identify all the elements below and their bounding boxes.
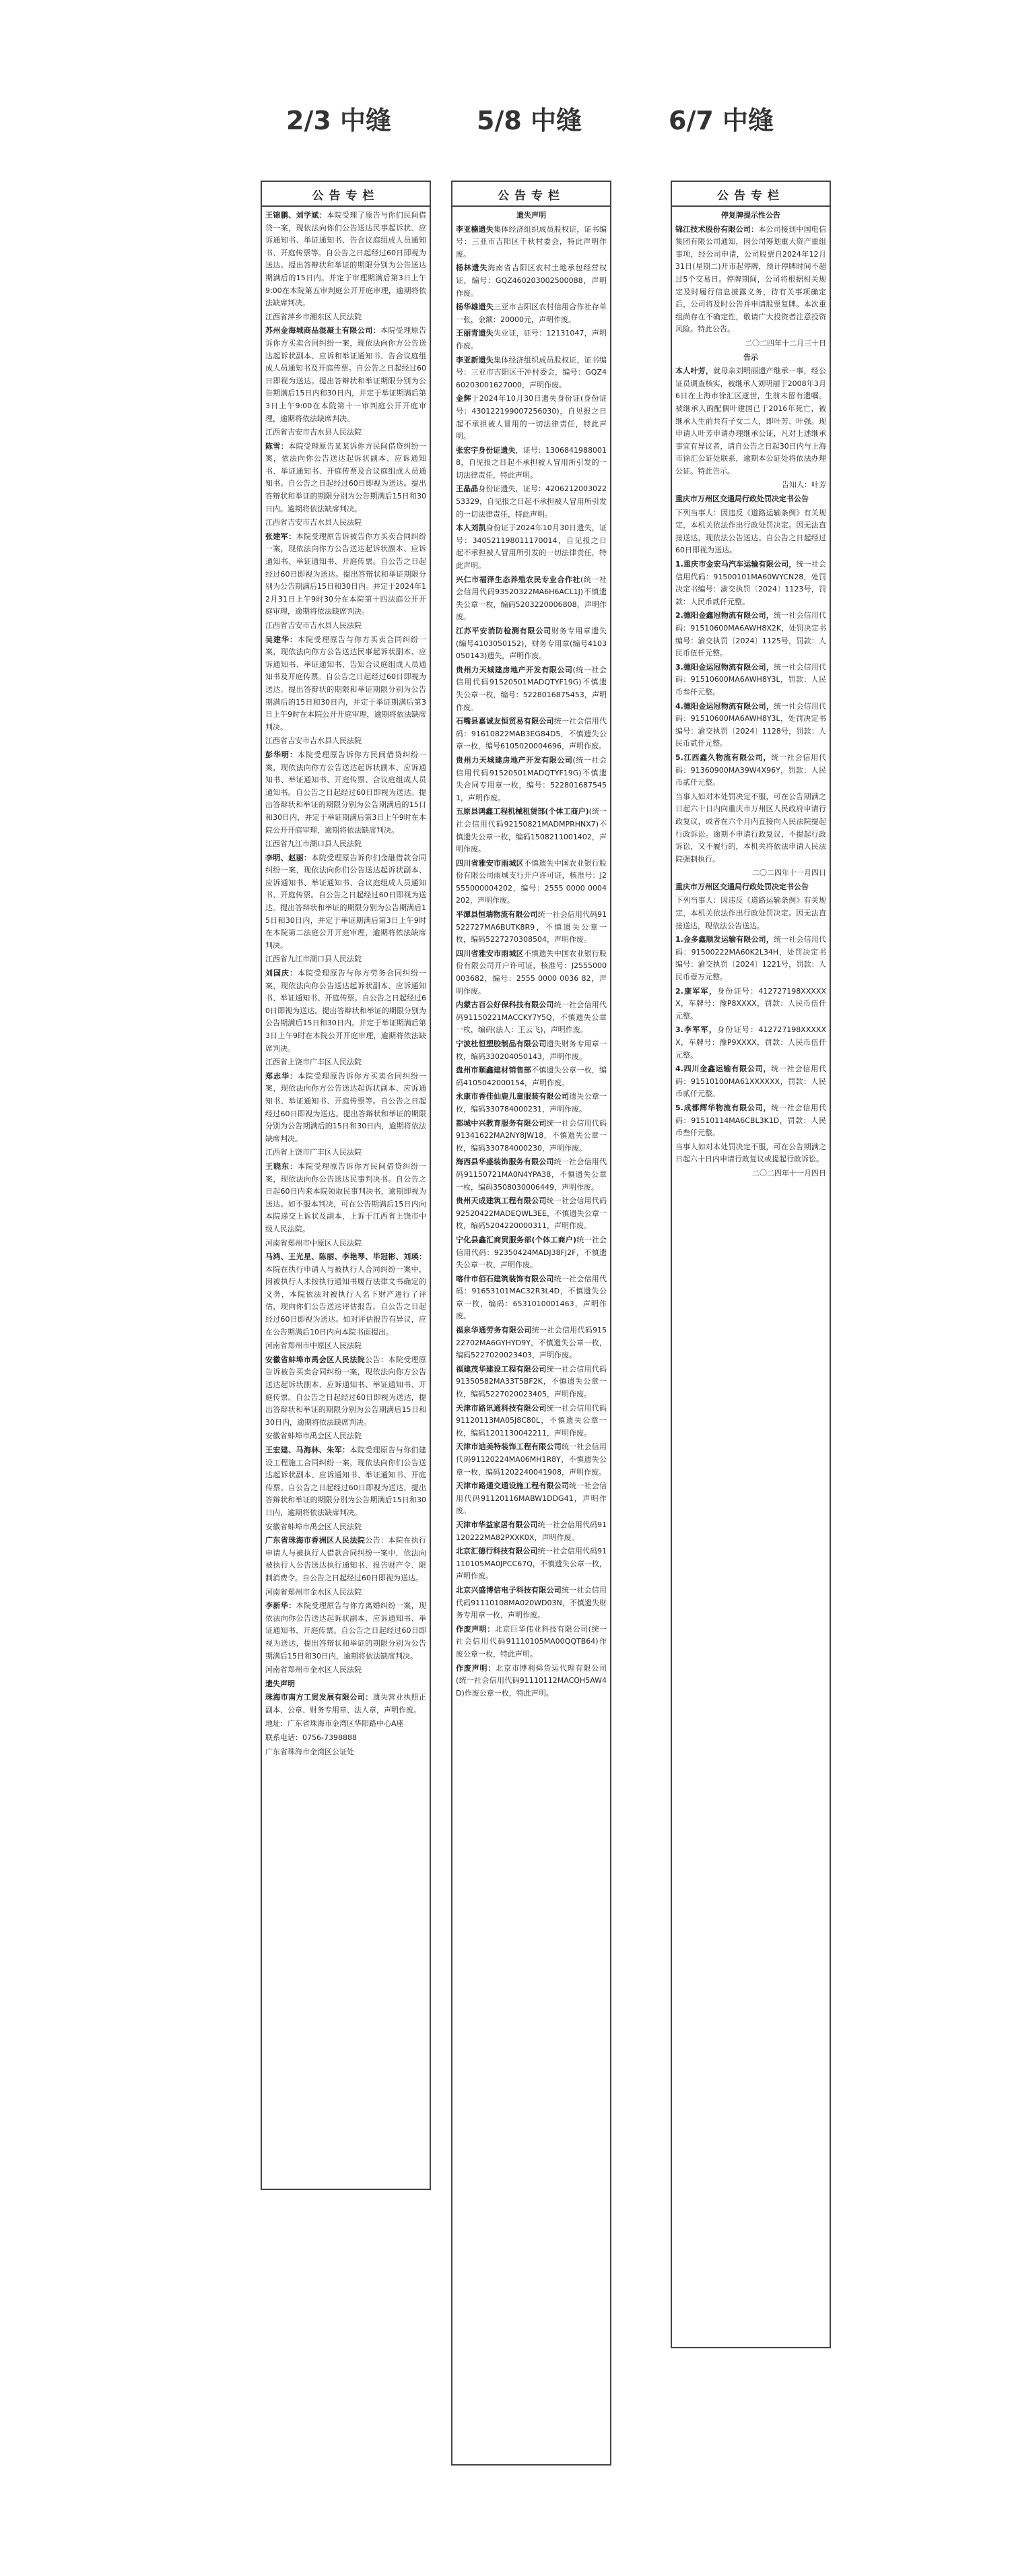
notice-text: 财务专用章遗失(编号4103050152)，财务专用章(编号4103050143)遗失，声明作废。 — [456, 626, 607, 661]
notice-heading: 江苏平安消防检测有限公司 — [456, 626, 551, 635]
notice-text: 江西省上饶市广丰区人民法院 — [265, 1058, 362, 1067]
notice-text: 二〇二四年十一月四日 — [752, 1168, 826, 1178]
notice-text: (统一社会信用代码91520501MADQTYF19G)不慎遗失公章一枚，编号：5228016875453，声明作废。 — [456, 665, 607, 712]
notice-text: 二〇二四年十一月四日 — [752, 868, 826, 878]
notice-text: 统一社会信用代码：91510600MA6AWH8Y3L，罚款：人民币叁仟元整。 — [675, 662, 826, 697]
notice-text: 统一社会信用代码：91510100MA61XXXXXX，罚款：人民币贰仟元整。 — [675, 1064, 826, 1099]
notice-paragraph — [456, 1324, 607, 1362]
notice-text: 统一社会信用代码：91510114MA6CBL3K1D，罚款：人民币叁仟元整。 — [675, 1103, 826, 1138]
notice-paragraph — [456, 393, 607, 443]
notice-text: 遗失财务专用章一枚，编码330204050143，声明作废。 — [456, 1039, 607, 1061]
notice-text: 江西省吉安市吉水县人民法院 — [265, 518, 362, 527]
notice-paragraph — [675, 1024, 826, 1062]
notice-text: 本院受理原告与你方离婚纠纷一案，现依法向你公告送达起诉状副本、应诉通知书、举证通知书、开庭传票。自公告之日起经过60日即视为送达，提出答辩状和举证的期限分别为公告期满后15日和30日内，逾期将依法缺席判决。 — [265, 1601, 427, 1661]
notice-text: 身份证号：412727198XXXXXX，车牌号：豫P9XXXX，罚款：人民币伍仟元整。 — [675, 1025, 826, 1060]
notice-paragraph — [456, 354, 607, 392]
notice-paragraph — [456, 262, 607, 300]
column-title-middle: 5/8 中缝 — [477, 106, 582, 135]
notice-paragraph — [456, 1064, 607, 1089]
notice-text: 北京市博利舜货运代理有限公司(统一社会信用代码91110112MACQH5AW4D)作废公章一枚，特此声明。 — [456, 1663, 607, 1698]
notice-paragraph — [265, 1251, 426, 1339]
notice-text: 河南省郑州市金水区人民法院 — [265, 1587, 362, 1597]
notice-text: 统一社会信用代码91110105MA0JPCC67Q，不慎遗失公章一枚，声明作废。 — [456, 1547, 607, 1581]
notice-paragraph — [675, 365, 826, 478]
notice-paragraph — [265, 1521, 426, 1534]
notice-text: 统一社会信用代码91120224MA06MH1R8Y，不慎遗失公章一枚，编码1202240041908，声明作废。 — [456, 1442, 607, 1477]
notice-text: 江西省吉安市吉水县人民法院 — [265, 621, 362, 630]
notice-heading: 天津市迪美特装饰工程有限公司 — [456, 1442, 562, 1452]
notice-heading: 贵州天成建筑工程有限公司 — [456, 1196, 547, 1206]
notice-text: 告示 — [743, 352, 758, 362]
notice-paragraph — [265, 1354, 426, 1429]
notice-text: 河南省郑州市中原区人民法院 — [265, 1238, 362, 1248]
notice-heading: 本人刘凯 — [456, 523, 486, 533]
notice-heading: 天津市路讯通科技有限公司 — [456, 1403, 547, 1413]
notice-text: 本院受理原告与你方劳务合同纠纷一案，现依法向你公告送达起诉状副本、应诉通知书、举证通知书、开庭传票。自公告之日起经过60日即视为送达。提出答辩状和举证的期限分别为公告期满后15日和30日内。并定于举证期满后第3日上午9时在本院公开开庭审理，逾期将依法缺席判决。 — [265, 969, 426, 1053]
notice-heading: 彭华明： — [265, 750, 298, 759]
notice-text: 统一社会信用代码91341622MA2NY8JW18，不慎遗失公章一枚，编码330784000230，声明作废。 — [456, 1118, 607, 1153]
notice-heading: 马鸿、王光星、陈丽、李艳琴、毕冠彬、刘瑛： — [265, 1252, 426, 1262]
column-body — [262, 207, 430, 1762]
notice-paragraph — [456, 522, 607, 572]
notice-paragraph — [675, 493, 826, 506]
notice-heading: 北京兴盛博信电子科技有限公司 — [456, 1585, 562, 1595]
notice-paragraph — [456, 948, 607, 998]
notice-heading: 石嘴县嘉诚友恒贸易有限公司 — [456, 717, 554, 726]
notice-heading: 刘国庆： — [265, 969, 298, 978]
notice-text: 下列当事人：因违反《道路运输条例》有关规定，本机关依法作出行政处罚决定。因无法直接送达，现依法公告送达。自公告之日起经过60日即视为送达。 — [675, 508, 826, 555]
notice-paragraph — [265, 1161, 426, 1236]
notice-heading: 陈雪： — [265, 441, 289, 451]
notice-paragraph — [456, 1663, 607, 1700]
notice-paragraph — [675, 662, 826, 699]
notice-paragraph — [675, 701, 826, 750]
notice-heading: 重庆市万州区交通局行政处罚决定书公告 — [675, 494, 809, 504]
notice-text: 本院受理原告与你们建设工程施工合同纠纷一案，现依法向你们公告送达起诉状副本、应诉通知书、举证通知书、开庭传票。自公告之日起经过60日即视为送达，提出答辩状和举证的期限分别为公告期满后15日和30日内，逾期将依法缺席判决。 — [265, 1446, 427, 1517]
column-header: 公告专栏 — [672, 182, 830, 207]
notice-heading: 安徽省蚌埠市禹会区人民法院 — [265, 1355, 366, 1364]
notice-paragraph — [456, 1545, 607, 1583]
notice-paragraph — [265, 1718, 426, 1731]
notice-paragraph — [456, 1403, 607, 1440]
notice-heading: 王宏建、马海林、朱军： — [265, 1446, 350, 1454]
notice-paragraph — [265, 749, 426, 837]
notice-text: 不慎遗失公章一枚，编码4105042000154，声明作废。 — [456, 1066, 607, 1087]
notice-text: 就母亲刘明丽遗产继承一事，经公证员调查核实，被继承人刘明丽于2008年3月6日在上海市徐汇区逝世，生前未留有遗嘱。被继承人的配偶叶建国已于2016年死亡，被继承人生前共有子女二人，即叶芳、叶强。现申请人叶芳申请办理继承公证，凡对上述继承事宜有异议者，请自公告之日起30日内与上海市徐汇公证处联系，逾期本公证处将依法办理公证。特此告示。 — [675, 366, 827, 476]
notice-text: 集体经济组织成员股权证，证书编号：三亚市吉阳区千秋村委会，特此声明作废。 — [456, 224, 607, 259]
notice-heading: 宁化县鑫汇商贸服务部(个体工商户) — [456, 1235, 577, 1244]
notice-heading: 4.四川金鑫运输有限公司， — [675, 1064, 772, 1074]
notice-paragraph — [456, 1195, 607, 1233]
notice-text: 江西省萍乡市湘东区人民法院 — [265, 312, 362, 321]
notice-paragraph — [675, 337, 826, 350]
notice-paragraph — [265, 1746, 426, 1759]
notice-text: 身份证遗失，证号：420621200302253329，自见报之日起不承担被人冒用所引发的一切法律责任，特此声明。 — [456, 484, 607, 519]
notice-text: 本公司接到中国电信集团有限公司通知，因公司筹划重大资产重组事项，经公司申请，公司股票自2024年12月31日(星期二)开市起停牌，预计停牌时间不超过5个交易日。停牌期间，公司将根据相关规定及时履行信息披露义务，待有关事项确定后，公司将及时公告并申请股票复牌。本次重组尚存在不确定性，敬请广大投资者注意投资风险。特此公告。 — [675, 224, 827, 334]
notice-paragraph — [265, 735, 426, 748]
notice-text: 身份证号：412727198XXXXXX，车牌号：豫P8XXXX，罚款：人民币伍仟元整。 — [675, 986, 826, 1021]
notice-heading: 吴建华： — [265, 635, 298, 644]
notice-heading: 李新华： — [265, 1601, 296, 1611]
notice-text: 本院受理了原告与你们民间借贷一案，现依法向你们公告送达民事起诉状、应诉通知书、举证通知书、告合议庭组成人员通知书、开庭传票等。自公告之日起经过60日即视为送达。提出答辩状和举证的期限分别为公告送达期满后的15日内。并定于审理期满后第3日上午9:00在本院第五审判庭公开开庭审理，逾期将依法缺席判决。 — [265, 211, 427, 308]
notice-text: 统一社会信用代码91120222MA82PXXK0X，声明作废。 — [456, 1520, 607, 1542]
notice-heading: 广东省珠海市香洲区人民法院 — [265, 1536, 366, 1545]
notice-paragraph — [456, 1091, 607, 1116]
notice-text: 遗失声明 — [516, 211, 546, 220]
notice-heading: 重庆市万州区交通局行政处罚决定书公告 — [675, 882, 809, 891]
notice-text: 本院受理原告某某诉你方民间借贷纠纷一案，依法向你公告送达起诉状副本、应诉通知书、举证通知书、开庭传票及合议庭组成人员通知书。自公告之日起经过60日即视为送达。提出答辩状和举证的期限分别为公告期满后15日和30日内。逾期将依法缺席判决。 — [265, 441, 427, 513]
notice-heading: 作废声明： — [456, 1663, 496, 1673]
notice-heading: 贵州力天城建房地产开发有限公司 — [456, 665, 573, 674]
notice-heading: 张建军： — [265, 532, 296, 541]
notice-text: 统一社会信用代码91522727MA6BUTK8R9，不慎遗失公章一枚，编码5227270308504，声明作废。 — [456, 910, 607, 944]
notice-paragraph — [456, 999, 607, 1037]
notice-paragraph — [675, 210, 826, 222]
notice-text: 当事人如对本处罚决定不服，可在公告期满之日起六十日内申请行政复议或提起行政诉讼。 — [675, 1142, 826, 1164]
notice-heading: 张宏宇身份证遗失 — [456, 445, 516, 455]
notice-paragraph — [265, 967, 426, 1055]
notice-paragraph — [265, 1340, 426, 1353]
notice-heading: 内蒙古百公好保科技有限公司 — [456, 1000, 554, 1010]
notice-text: 不慎遗失中国农业银行股份有限公司雨城支行开户许可证，核准号：J2555000004202，编号：2555 0000 0004 202，声明作废。 — [456, 858, 607, 905]
notice-paragraph — [265, 1070, 426, 1146]
notice-text: (统一社会信用代码91520501MADQTYF19G)不慎遗失合同专用章一枚，编号：5228016875451，声明作废。 — [456, 755, 607, 802]
notice-heading: 3.德阳金运冠物流有限公司， — [675, 662, 774, 672]
notice-paragraph — [456, 754, 607, 804]
notice-heading: 北京汇德行科技有限公司 — [456, 1547, 538, 1556]
notice-text: 安徽省蚌埠市禹会区人民法院 — [265, 1431, 362, 1441]
notice-paragraph — [456, 858, 607, 907]
notice-paragraph — [456, 1234, 607, 1272]
notice-paragraph — [456, 483, 607, 521]
notice-paragraph — [456, 1441, 607, 1479]
notice-paragraph — [675, 479, 826, 492]
notice-paragraph — [265, 1600, 426, 1663]
notice-heading: 平潭县恒瑞物流有限公司 — [456, 910, 538, 920]
notice-paragraph — [265, 1678, 426, 1691]
notice-paragraph — [456, 715, 607, 753]
notice-heading: 作废声明： — [456, 1624, 495, 1634]
notice-heading: 金辉 — [456, 394, 472, 404]
column-title-left: 2/3 中缝 — [286, 106, 391, 135]
notice-text: 当事人如对本处罚决定不服，可在公告期满之日起六十日内向重庆市万州区人民政府申请行政复议，或者在六个月内直接向人民法院提起行政诉讼。逾期不申请行政复议，不提起行政诉讼，又不履行的，本机关将依法申请人民法院强制执行。 — [675, 792, 826, 864]
notice-paragraph — [265, 1430, 426, 1443]
notice-paragraph — [456, 1623, 607, 1661]
notice-paragraph — [675, 791, 826, 866]
notice-paragraph — [456, 1273, 607, 1323]
notice-heading: 杨林遗失 — [456, 263, 488, 273]
notice-heading: 李明、赵丽： — [265, 853, 312, 862]
notice-paragraph — [265, 1664, 426, 1677]
notice-text: 统一社会信用代码91120116MABW1DDG41，声明作废。 — [456, 1481, 607, 1516]
notice-text: 地址：广东省珠海市金湾区华阳路中心A座 — [265, 1719, 404, 1729]
notice-paragraph — [675, 881, 826, 894]
notice-heading: 四川省雅安市雨城区 — [456, 948, 524, 958]
notice-text: 统一社会信用代码：91500222MA60K2L34H，处罚决定书编号：渝交执罚〔2024〕1221号，罚款：人民币壹万元整。 — [675, 935, 826, 982]
notice-paragraph — [675, 1167, 826, 1180]
notice-heading: 五原县鸿鑫工程机械租赁部(个体工商户) — [456, 807, 589, 816]
notice-text: 不慎遗失中国农业银行股份有限公司开户许可证，核准号：J2555000003682，编号：2555 0000 0036 82，声明作废。 — [456, 948, 607, 996]
notice-paragraph — [265, 210, 426, 310]
notice-text: 二〇二四年十二月三十日 — [745, 338, 826, 348]
notice-text: 失业证，证号：12131047，声明作废。 — [456, 329, 607, 350]
notice-paragraph — [456, 1363, 607, 1401]
notice-heading: 天津市路通交通设施工程有限公司 — [456, 1481, 570, 1491]
notice-text: 统一社会信用代码91150721MA0N4YPA38，不慎遗失公章一枚，编码3508030006449，声明作废。 — [456, 1157, 607, 1192]
notice-paragraph — [675, 934, 826, 984]
column-title-right: 6/7 中缝 — [669, 106, 774, 135]
notice-paragraph — [456, 210, 607, 222]
notice-text: 江西省吉安市吉水县人民法院 — [265, 428, 362, 437]
notice-text: 统一社会信用代码91150221MACCKY7Y5Q，不慎遗失公章一枚，编码(法人：王云飞)，声明作废。 — [456, 1000, 607, 1035]
notice-paragraph — [265, 311, 426, 324]
notice-paragraph — [675, 752, 826, 790]
notice-paragraph — [265, 325, 426, 425]
notice-paragraph — [675, 1141, 826, 1166]
notice-paragraph — [265, 852, 426, 953]
notice-heading: 王晓东： — [265, 1161, 298, 1171]
notice-paragraph — [265, 441, 426, 516]
notice-paragraph — [456, 1156, 607, 1194]
column-header: 公告专栏 — [452, 182, 610, 207]
notice-paragraph — [456, 1118, 607, 1155]
notice-column-left — [261, 181, 431, 2190]
notice-paragraph — [265, 1535, 426, 1584]
notice-heading: 天津市华益家居有限公司 — [456, 1520, 538, 1529]
notice-text: 统一社会信用代码：91500101MA60WYCN28，处罚决定书编号：渝交执罚〔2024〕1123号，罚款：人民币贰仟元整。 — [675, 560, 826, 606]
notice-text: 河南省郑州市中原区人民法院 — [265, 1341, 362, 1351]
notice-text: 江西省上饶市广丰区人民法院 — [265, 1148, 362, 1157]
notice-text: 统一社会信用代码：92350424MADJ38FJ2F，不慎遗失公章一枚，声明作废。 — [456, 1235, 607, 1270]
notice-paragraph — [456, 327, 607, 352]
notice-text: (统一社会信用代码92150821MADMPRHNX7)不慎遗失公章一枚，编码1508211001402，声明作废。 — [456, 807, 607, 854]
notice-text: 江西省吉安市吉水县人民法院 — [265, 736, 362, 746]
notice-text: 遗失营业执照正副本、公章、财务专用章、法人章，声明作废。 — [265, 1693, 427, 1714]
notice-paragraph — [265, 838, 426, 851]
notice-paragraph — [265, 1237, 426, 1250]
notice-heading: 喀什市佰石建筑装饰有限公司 — [456, 1274, 554, 1283]
notice-text: 统一社会信用代码91350582MA33T5BF2K，不慎遗失公章一枚，编码5227020023405，声明作废。 — [456, 1364, 607, 1399]
notice-heading: 李亚新遗失 — [456, 355, 494, 364]
notice-text: 三亚市吉阳区农村信用合作社存单一张，金额：20000元，声明作废。 — [456, 302, 607, 324]
notice-paragraph — [675, 558, 826, 608]
notice-paragraph — [675, 224, 826, 336]
notice-text: 统一社会信用代码：91510600MA6AWH8Y3L，处罚决定书编号：渝交执罚〔2024〕1128号，罚款：人民币贰仟元整。 — [675, 701, 826, 748]
notice-paragraph — [675, 352, 826, 364]
notice-heading: 2.康军军， — [675, 986, 718, 996]
notice-text: 统一社会信用代码91120113MA05J8C80L，不慎遗失公章一枚，编码1201130042211，声明作废。 — [456, 1403, 607, 1438]
notice-paragraph — [265, 1732, 426, 1745]
notice-paragraph — [265, 517, 426, 529]
notice-heading: 杨华雄遗失 — [456, 302, 494, 312]
notice-text: ，证号：13068419880018，自见报之日起不承担被人冒用所引发的一切法律责任，特此声明。 — [456, 445, 607, 480]
notice-column-right — [671, 181, 831, 2348]
column-header: 公告专栏 — [262, 182, 430, 207]
notice-text: 身份证于2024年10月30日遗失，证号：340521198011170014，自见报之日起不承担被人冒用所引发的一切法律责任，特此声明。 — [456, 523, 607, 571]
notice-paragraph — [265, 531, 426, 618]
notice-text: 公告：本院在执行申请人与被执行人借款合同纠纷一案中，依法向被执行人公告送达执行通知书、报告财产令、限制消费令。自公告之日起经过60日即视为送达。 — [265, 1536, 427, 1582]
notice-heading: 盘州市顺鑫建材销售部 — [456, 1066, 532, 1075]
notice-text: 停复牌提示性公告 — [721, 211, 780, 220]
notice-text: 统一社会信用代码：91610822MAB3EG84D5，不慎遗失公章一枚，编号6105020004696，声明作废。 — [456, 717, 607, 751]
notice-heading: 都城中兴教育服务有限公司 — [456, 1118, 547, 1128]
notice-heading: 永康市香佳仙鹿儿童服装有限公司 — [456, 1092, 570, 1101]
notice-text: 北京巨华伟业科技有限公司(统一社会信用代码91110105MA00QQTB64)作废公章一枚，特此声明。 — [456, 1624, 607, 1659]
notice-paragraph — [456, 909, 607, 946]
notice-paragraph — [456, 301, 607, 326]
notice-text: 统一社会信用代码：91510600MA6AWH8X2K，处罚决定书编号：渝交执罚〔2024〕1125号，罚款：人民币伍仟元整。 — [675, 611, 826, 658]
notice-heading: 王丽青遗失 — [456, 329, 494, 338]
notice-text: 本院受理原告诉你们金融借款合同纠纷一案，现依法向你们公告送达起诉状副本、应诉通知书、举证通知书、合议庭组成人员通知书、开庭传票。自公告之日起经过60日即视为送达。提出答辩状和举证的期限分别为公告期满后15日和30日内，并定于举证期满后第3日上午9时在本院第二法庭公开开庭审理，逾期将依法缺席判决。 — [265, 853, 427, 950]
notice-paragraph — [456, 1038, 607, 1063]
notice-heading: 苏州金海城商品混凝土有限公司： — [265, 326, 380, 335]
notice-heading: 李亚楠遗失 — [456, 224, 494, 234]
notice-heading: 1.金多鑫顺发运输有限公司， — [675, 935, 774, 944]
notice-text: 遗失公章一枚，编码330784000231，声明作废。 — [456, 1092, 607, 1114]
notice-text: 江西省九江市湖口县人民法院 — [265, 955, 362, 964]
notice-paragraph — [675, 507, 826, 557]
notice-paragraph — [265, 1586, 426, 1599]
notice-paragraph — [456, 574, 607, 624]
notice-heading: 3.李军军， — [675, 1025, 718, 1035]
notice-heading: 王晶晶 — [456, 484, 479, 494]
notice-heading: 海西县华盛装饰服务有限公司 — [456, 1157, 554, 1167]
notice-heading: 珠海市南方工贸发展有限公司： — [265, 1693, 373, 1702]
notice-text: 统一社会信用代码91110108MA020WD03N，不慎遗失财务专用章一枚，声明作废。 — [456, 1585, 607, 1620]
notice-paragraph — [265, 953, 426, 966]
notice-heading: 福泉华通劳务有限公司 — [456, 1326, 532, 1335]
notice-heading: 1.重庆市金宏马汽车运输有限公司， — [675, 560, 797, 569]
notice-paragraph — [675, 1102, 826, 1140]
notice-heading: 郑志华： — [265, 1071, 298, 1081]
notice-paragraph — [265, 634, 426, 734]
notice-paragraph — [456, 1519, 607, 1544]
notice-text: 海南省吉阳区农村土地承包经营权证，编号：GQZ460203002500088，声明作废。 — [456, 263, 607, 298]
notice-text: (统一社会信用代码93520322MA6H6ACL1J)不慎遗失公章一枚，编码5203220006808，声明作废。 — [456, 575, 607, 622]
notice-text: 广东省珠海市金湾区公证处 — [265, 1747, 354, 1756]
notice-text: 本院受理原告诉你方买卖合同纠纷一案，现依法向你方公告送达起诉状副本、应诉通知书、举证通知书、开庭传票等。自公告之日起经过60日即视为送达。提出答辩状和举证的期限分别为公告期满后的15日和30日内，逾期将依法缺席判决。 — [265, 1071, 426, 1143]
notice-heading: 宁波杜恒塑胶制品有限公司 — [456, 1039, 547, 1048]
notice-paragraph — [456, 224, 607, 261]
notice-paragraph — [265, 1444, 426, 1520]
notice-text: 统一社会信用代码：91360900MA39W4X96Y，罚款：人民币贰仟元整。 — [675, 752, 826, 787]
notice-text: 统一社会信用代码91522702MA6GYHYD9Y，不慎遗失公章一枚，编码5227020023403，声明作废。 — [456, 1326, 607, 1360]
notice-column-middle — [451, 181, 611, 2466]
notice-heading: 王锦鹏、刘学斌： — [265, 211, 327, 220]
notice-heading: 四川省雅安市雨城区 — [456, 858, 524, 868]
notice-paragraph — [456, 806, 607, 856]
notice-text: 公告：本院受理原告诉被告买卖合同纠纷一案，现依法向你方公告送达起诉状副本、应诉通知书、举证通知书、开庭传票。自公告之日起经过60日即视为送达，提出答辩状和举证的期限分别为公告期满后15日和30日内，逾期将依法缺席判决。 — [265, 1355, 427, 1427]
notice-text: 本院受理原告与你方买卖合同纠纷一案，现依法向你方公告送达民事起诉状副本、应诉通知书、举证通知书、告知合议庭组成人员通知书及开庭传票。自公告之日起经过60日即视为送达。提出答辩状的期限和举证期限分别为公告期满后的15日和30日内，并定于举证期满后第3日上午9时在本院公开开庭审理，逾期将依法缺席判决。 — [265, 635, 426, 732]
notice-heading: 本人叶芳， — [675, 366, 714, 376]
notice-text: 统一社会信用代码：91653101MAC32R3L4D，不慎遗失公章一枚，编码：6531010001463，声明作废。 — [456, 1274, 607, 1321]
notice-paragraph — [265, 1147, 426, 1159]
notice-paragraph — [675, 867, 826, 880]
notice-text: 本院受理原告诉被告你方买卖合同纠纷一案，现依法向你方公告送达起诉状副本、应诉通知书、举证通知书、开庭传票。自公告之日起经过60日即视为送达。提出答辩状和举证期限分别为公告期满后15日和30日内。并定于2024年12月31日上午9时30分在本院第十四法庭公开开庭审理，逾期将依法缺席判决。 — [265, 532, 427, 616]
notice-heading: 福建茂华建设工程有限公司 — [456, 1364, 547, 1374]
notice-text: 本院在执行申请人与被执行人合同纠纷一案中，因被执行人未按执行通知书履行法律文书确定的义务，本院依法对被执行人名下财产进行了评估，现向你们公告送达评估报告。自公告之日起经过60日即视为送达。如对评估报告有异议，应在公告期满后10日内向本院书面提出。 — [265, 1264, 426, 1337]
notice-paragraph — [456, 1584, 607, 1622]
notice-text: 安徽省蚌埠市禹会区人民法院 — [265, 1522, 362, 1531]
column-body — [672, 207, 830, 1184]
notice-heading: 2.德阳金鑫冠物流有限公司， — [675, 611, 774, 620]
notice-text: 江西省九江市湖口县人民法院 — [265, 839, 362, 849]
notice-paragraph — [456, 664, 607, 714]
notice-paragraph — [265, 620, 426, 633]
notice-text: 河南省郑州市金水区人民法院 — [265, 1665, 362, 1675]
notice-heading: 遗失声明 — [265, 1679, 295, 1688]
notice-paragraph — [265, 1692, 426, 1716]
notice-paragraph — [675, 1063, 826, 1101]
notice-paragraph — [675, 610, 826, 659]
notice-heading: 5.江西鑫久物流有限公司， — [675, 752, 772, 762]
notice-paragraph — [456, 625, 607, 663]
notice-paragraph — [265, 426, 426, 439]
column-body — [452, 207, 610, 1704]
notice-text: 集体经济组织成员股权证，证书编号：三亚市吉阳区干冲村委会，编号：GQZ460203001627000，声明作废。 — [456, 355, 607, 389]
notice-heading: 锦江技术股份有限公司： — [675, 224, 759, 234]
notice-heading: 5.成都辉华物流有限公司， — [675, 1103, 772, 1112]
notice-heading: 4.德阳金运冠物流有限公司， — [675, 701, 774, 711]
notice-paragraph — [265, 1056, 426, 1069]
notice-text: 本院受理原告诉你方民间借贷纠纷一案，现依法向你方公告送达起诉状副本、应诉通知书、举证通知书、开庭传票、合议庭组成人员通知书。自公告之日起经过60日即视为送达。提出答辩状和举证的期限分别为公告期满后的15日和30日内，并定于举证期满后第3日上午9时在本院公开开庭审理，逾期将依法缺席判决。 — [265, 750, 426, 835]
notice-heading: 贵州力天城建房地产开发有限公司 — [456, 755, 573, 765]
notice-text: 统一社会信用代码92520422MADEQWL3EE，不慎遗失公章一枚，编码5204220000311，声明作废。 — [456, 1196, 607, 1231]
notice-text: 于2024年10月30日遗失身份证(身份证号：430122199007256030)，自见报之日起不承担被人冒用的一切法律责任，特此声明。 — [456, 394, 607, 441]
notice-paragraph — [456, 1480, 607, 1518]
notice-paragraph — [675, 986, 826, 1023]
notice-text: 告知人：叶芳 — [782, 480, 826, 490]
notice-paragraph — [675, 895, 826, 932]
notice-heading: 兴仁市福泽生态养殖农民专业合作社 — [456, 575, 581, 584]
notice-text: 联系电话：0756-7398888 — [265, 1733, 357, 1743]
notice-text: 本院受理原告诉你方买卖合同纠纷一案，现依法向你方公告送达起诉状副本、应诉和举证通知书、告合议庭组成人员通知书及开庭传票。自公告之日起经过60日即视为送达。提出答辩状和举证期限分别为公告期满后15日内和30日内，并定于举证期满后第3日上午9:00在本院第十一审判庭公开开庭审理，逾期将依法缺席判决。 — [265, 326, 426, 423]
notice-paragraph — [456, 445, 607, 482]
notice-text: 下列当事人：因违反《道路运输条例》有关规定，本机关依法作出行政处罚决定。因无法直接送达，现依法公告送达。 — [675, 896, 826, 930]
notice-text: 本院受理原告诉你方民间借贷纠纷一案，现依法向你公告送达民事判决书。自公告之日起60日内来本院领取民事判决书，逾期即视为送达。如不服本判决，可在公告期满后15日内向本院递交上诉状及副本，上诉于江西省上饶市中级人民法院。 — [265, 1161, 426, 1233]
